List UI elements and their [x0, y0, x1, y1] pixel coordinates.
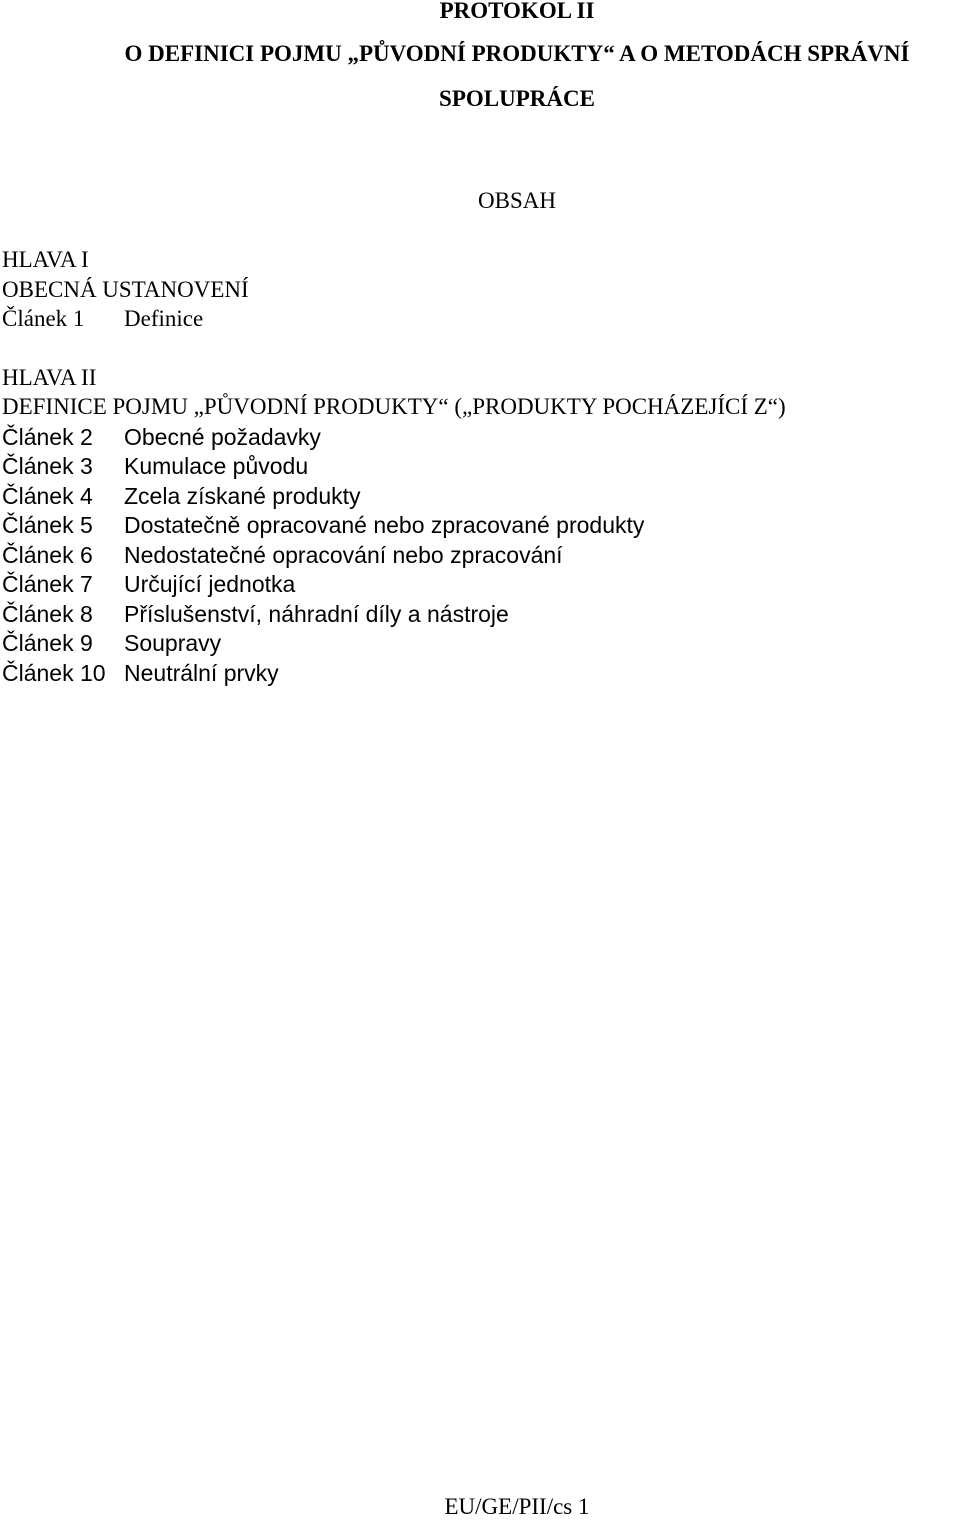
article-number: Článek 3 [2, 453, 93, 479]
article-title: Neutrální prvky [124, 660, 279, 686]
article-number: Článek 7 [2, 571, 93, 597]
protocol-subtitle-line1: O DEFINICI POJMU „PŮVODNÍ PRODUKTY“ A O METODÁCH SPRÁVNÍ [124, 41, 910, 66]
article-title: Nedostatečné opracování nebo zpracování [124, 542, 563, 568]
article-number: Článek 1 [2, 306, 85, 331]
article-title: Soupravy [124, 630, 222, 656]
page-footer: EU/GE/PII/cs 1 [444, 1494, 590, 1519]
article-number: Článek 10 [2, 660, 106, 686]
article-number: Článek 9 [2, 630, 93, 656]
hlava-1-title: OBECNÁ USTANOVENÍ [2, 277, 249, 302]
article-number: Článek 4 [2, 483, 93, 509]
protocol-subtitle-line2: SPOLUPRÁCE [439, 86, 595, 111]
hlava-1-label: HLAVA I [2, 247, 89, 272]
article-title: Obecné požadavky [124, 424, 321, 450]
article-number: Článek 2 [2, 424, 93, 450]
article-number: Článek 8 [2, 601, 93, 627]
article-title: Dostatečně opracované nebo zpracované produkty [124, 512, 645, 538]
article-title: Zcela získané produkty [124, 483, 361, 509]
contents-heading: OBSAH [478, 188, 556, 213]
protocol-title: PROTOKOL II [439, 0, 595, 23]
article-title: Určující jednotka [124, 571, 296, 597]
article-title: Definice [124, 306, 204, 331]
hlava-2-label: HLAVA II [2, 365, 97, 390]
article-number: Článek 5 [2, 512, 93, 538]
article-title: Kumulace původu [124, 453, 309, 479]
article-number: Článek 6 [2, 542, 93, 568]
article-title: Příslušenství, náhradní díly a nástroje [124, 601, 509, 627]
hlava-2-title: DEFINICE POJMU „PŮVODNÍ PRODUKTY“ („PRODUKTY POCHÁZEJÍCÍ Z“) [2, 394, 786, 419]
